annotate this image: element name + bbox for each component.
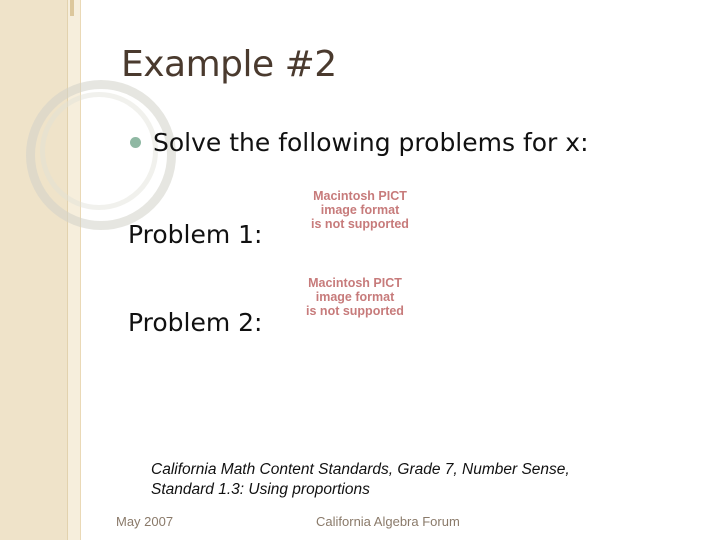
band-divider <box>80 0 81 540</box>
slide-title: Example #2 <box>121 44 337 85</box>
bullet-dot-icon <box>130 137 141 148</box>
footer-title: California Algebra Forum <box>316 514 460 529</box>
standards-line: Standard 1.3: Using proportions <box>151 481 370 498</box>
placeholder-line: image format <box>320 203 400 217</box>
bullet-text: Solve the following problems for x: <box>153 128 589 157</box>
band-edge <box>68 0 80 540</box>
standards-note <box>151 460 671 500</box>
footer-date: May 2007 <box>116 514 174 529</box>
problem-1-label: Problem 1: <box>128 220 263 249</box>
placeholder-line: Macintosh PICT <box>313 189 407 203</box>
placeholder-line: is not supported <box>311 217 409 231</box>
bullet-item <box>130 128 589 157</box>
placeholder-line: Macintosh PICT <box>308 276 402 290</box>
placeholder-line: image format <box>315 290 395 304</box>
unsupported-image-placeholder <box>295 276 415 318</box>
problem-2-label: Problem 2: <box>128 308 263 337</box>
band-tick <box>70 0 74 16</box>
placeholder-line: is not supported <box>306 304 404 318</box>
unsupported-image-placeholder <box>300 189 420 231</box>
standards-line: California Math Content Standards, Grade 7, Number Sense, <box>151 461 570 478</box>
